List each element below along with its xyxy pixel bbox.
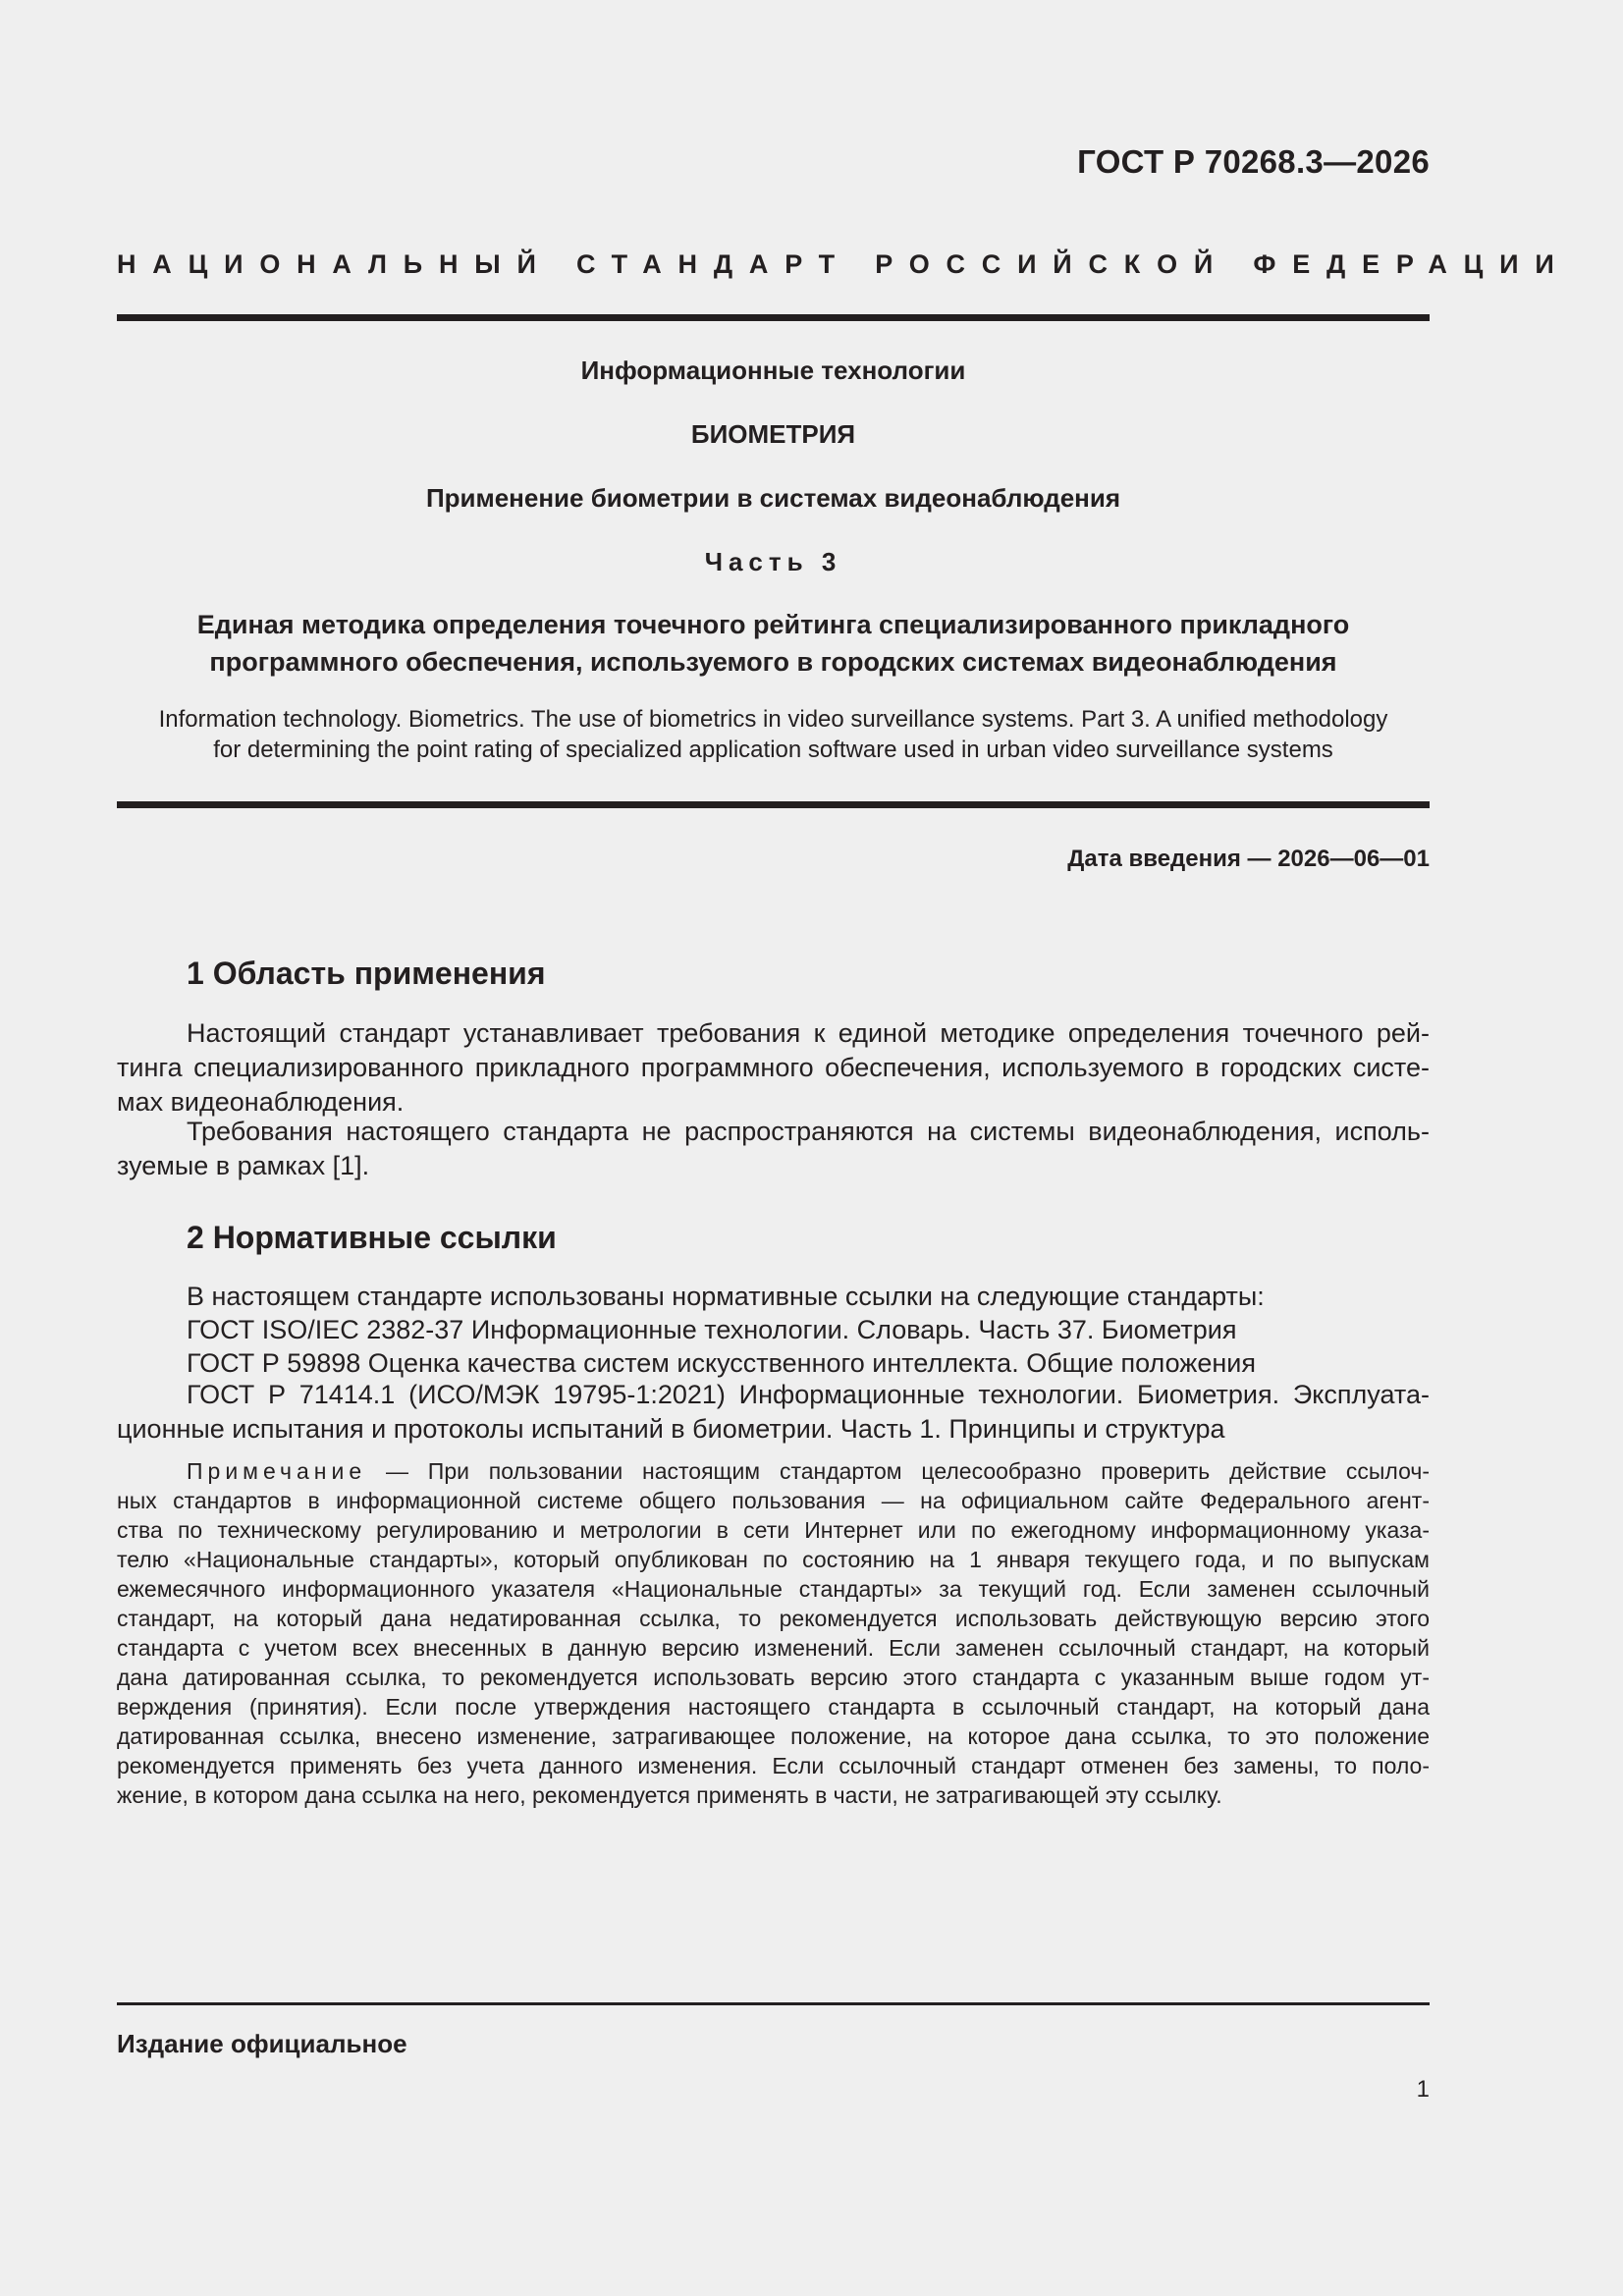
paragraph-line: Требования настоящего стандарта не распространяются на системы видеонаблюдения, исполь- xyxy=(187,1117,1430,1146)
section-1-paragraph-1 xyxy=(117,1016,1430,1120)
note-line: ных стандартов в информационной системе общего пользования — на официальном сайте Федерального агент- xyxy=(117,1488,1430,1513)
paragraph-line: мах видеонаблюдения. xyxy=(117,1087,405,1117)
note-label: Примечание xyxy=(187,1458,367,1484)
note-line: телю «Национальные стандарты», который опубликован по состоянию на 1 января текущего года, и по выпускам xyxy=(117,1547,1430,1572)
note-block xyxy=(117,1456,1430,1810)
paragraph-line: зуемые в рамках [1]. xyxy=(117,1151,370,1180)
english-title-line-1: Information technology. Biometrics. The use of biometrics in video surveillance systems. Part 3. A unified methodology xyxy=(158,706,1388,733)
note-line: рекомендуется применять без учета данного изменения. Если ссылочный стандарт отменен без замены, то поло- xyxy=(117,1753,1430,1778)
national-standard-heading: НАЦИОНАЛЬНЫЙ СТАНДАРТ РОССИЙСКОЙ ФЕДЕРАЦИИ xyxy=(117,249,1571,279)
document-number: ГОСТ Р 70268.3—2026 xyxy=(1077,143,1430,180)
paragraph-line: тинга специализированного прикладного программного обеспечения, используемого в городских систе- xyxy=(117,1053,1430,1082)
note-line: Примечание — При пользовании настоящим стандартом целесообразно проверить действие ссылоч- xyxy=(187,1458,1430,1484)
official-edition-label: Издание официальное xyxy=(117,2029,407,2058)
note-line: верждения (принятия). Если после утверждения настоящего стандарта в ссылочный стандарт, на который дана xyxy=(117,1694,1430,1720)
note-line: стандарта с учетом всех внесенных в данную версию изменений. Если заменен ссылочный стандарт, на который xyxy=(117,1635,1430,1661)
note-line: датированная ссылка, внесено изменение, затрагивающее положение, на которое дана ссылка, то это положение xyxy=(117,1723,1430,1749)
main-title-line-2: программного обеспечения, используемого в городских системах видеонаблюдения xyxy=(209,647,1337,677)
section-1-paragraph-2 xyxy=(117,1115,1430,1183)
paragraph-line: ГОСТ Р 71414.1 (ИСО/МЭК 19795-1:2021) Информационные технологии. Биометрия. Эксплуата- xyxy=(187,1380,1430,1409)
section-2-intro: В настоящем стандарте использованы нормативные ссылки на следующие стандарты: xyxy=(187,1282,1265,1311)
footer-rule xyxy=(117,2002,1430,2005)
title-line-1: Информационные технологии xyxy=(580,355,966,385)
reference-gost-iso-iec-2382-37: ГОСТ ISO/IEC 2382-37 Информационные технологии. Словарь. Часть 37. Биометрия xyxy=(187,1315,1237,1344)
title-bottom-rule xyxy=(117,801,1430,808)
reference-gost-r-71414-1 xyxy=(117,1378,1430,1447)
paragraph-line: ционные испытания и протоколы испытаний в биометрии. Часть 1. Принципы и структура xyxy=(117,1414,1225,1444)
english-title-line-2: for determining the point rating of specialized application software used in urban video surveillance systems xyxy=(213,737,1333,763)
section-2-heading: 2 Нормативные ссылки xyxy=(187,1220,557,1255)
note-line: ежемесячного информационного указателя «Национальные стандарты» за текущий год. Если заменен ссылочный xyxy=(117,1576,1430,1602)
part-label: Часть 3 xyxy=(704,547,842,576)
section-1-heading: 1 Область применения xyxy=(187,956,546,991)
note-line: дана датированная ссылка, то рекомендуется использовать версию этого стандарта с указанным выше годом ут- xyxy=(117,1665,1430,1690)
title-line-3: Применение биометрии в системах видеонаблюдения xyxy=(425,483,1121,513)
english-title xyxy=(117,704,1430,765)
title-line-2: БИОМЕТРИЯ xyxy=(690,419,856,449)
note-line: ства по техническому регулированию и метрологии в сети Интернет или по ежегодному информационному указа- xyxy=(117,1517,1430,1543)
page-number: 1 xyxy=(1416,2076,1430,2103)
document-page xyxy=(117,0,1571,2296)
introduction-date: Дата введения — 2026—06—01 xyxy=(1067,846,1430,872)
main-title xyxy=(117,606,1430,681)
note-line: стандарт, на который дана недатированная ссылка, то рекомендуется использовать действующую версию этого xyxy=(117,1606,1430,1631)
top-rule xyxy=(117,314,1430,321)
reference-gost-r-59898: ГОСТ Р 59898 Оценка качества систем искусственного интеллекта. Общие положения xyxy=(187,1348,1256,1378)
paragraph-line: Настоящий стандарт устанавливает требования к единой методике определения точечного рей- xyxy=(187,1018,1430,1048)
note-line: жение, в котором дана ссылка на него, рекомендуется применять в части, не затрагивающей эту ссылку. xyxy=(117,1782,1222,1808)
main-title-line-1: Единая методика определения точечного рейтинга специализированного прикладного xyxy=(196,610,1350,639)
